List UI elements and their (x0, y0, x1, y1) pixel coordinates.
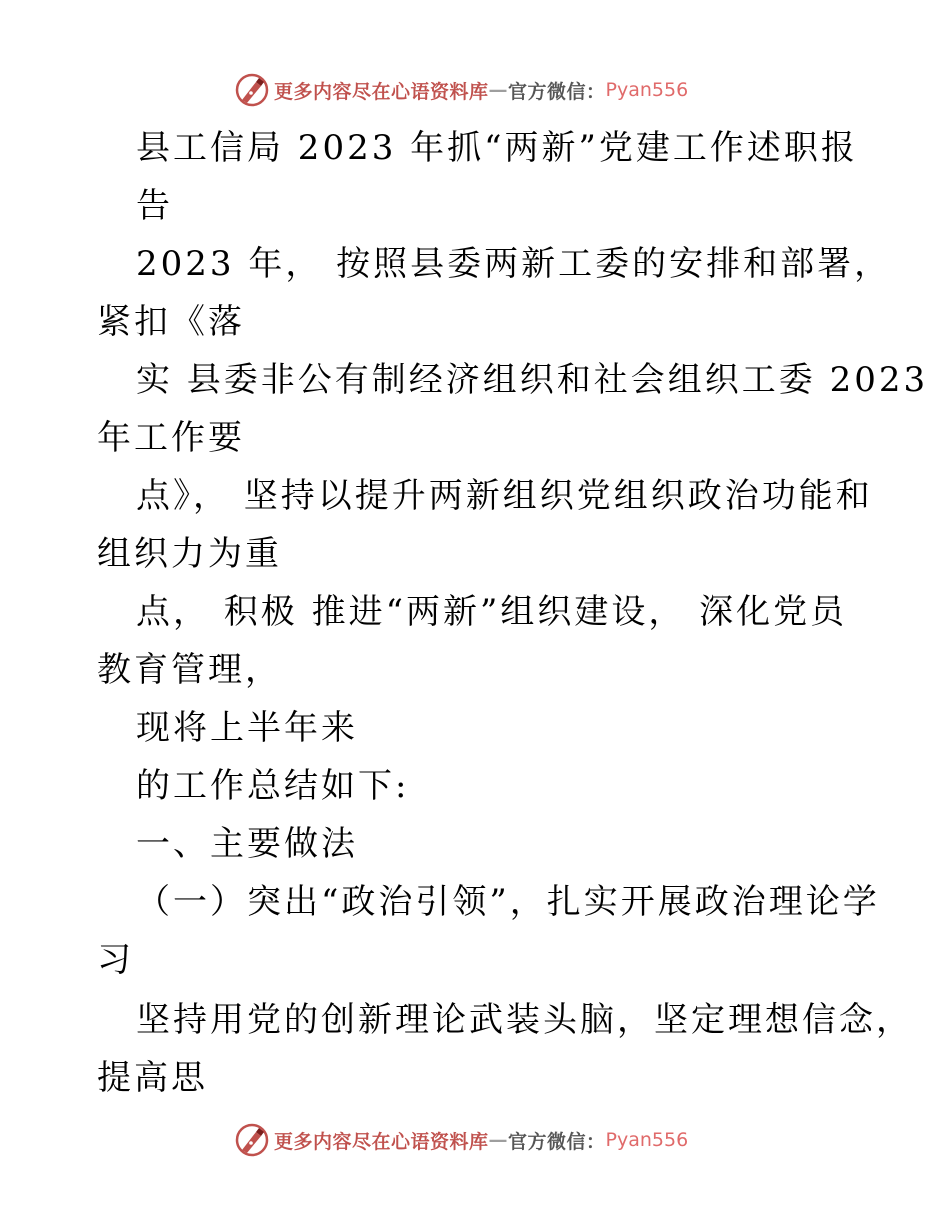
subsection-heading: （一）突出“政治引领”，扎实开展政治理论学 (136, 882, 880, 922)
watermark-text: 更多内容尽在心语资料库 (274, 80, 489, 103)
watermark-dash: — (488, 1129, 509, 1151)
watermark-dash: — (488, 79, 509, 101)
doc-title-line-1: 县工信局 2023 年抓“两新”党建工作述职报 (136, 128, 858, 168)
pen-nib-logo-icon (234, 72, 270, 108)
doc-line: 点》， 坚持以提升两新组织党组织政治功能和 (136, 476, 873, 516)
watermark-text: 更多内容尽在心语资料库 (274, 1130, 489, 1153)
doc-line: 组织力为重 (97, 534, 282, 574)
doc-line: 实 县委非公有制经济组织和社会组织工委 2023 (136, 360, 929, 400)
section-heading: 一、主要做法 (136, 824, 358, 864)
watermark-id: Pyan556 (605, 79, 689, 101)
watermark-banner-top (234, 70, 688, 110)
doc-line: 2023 年， 按照县委两新工委的安排和部署， (136, 244, 892, 284)
doc-line: 点， 积极 推进“两新”组织建设， 深化党员 (136, 592, 848, 632)
doc-line: 年工作要 (97, 418, 245, 458)
doc-line: 教育管理， (97, 650, 282, 690)
doc-line: 坚持用党的创新理论武装头脑，坚定理想信念， (136, 1000, 913, 1040)
doc-line: 现将上半年来 (136, 708, 358, 748)
watermark-id: Pyan556 (605, 1129, 689, 1151)
doc-title-line-2: 告 (136, 186, 173, 226)
pen-nib-logo-icon (234, 1122, 270, 1158)
watermark-label: 官方微信： (508, 80, 606, 103)
doc-line: 提高思 (97, 1058, 208, 1098)
watermark-banner-bottom (234, 1120, 688, 1160)
doc-line: 的工作总结如下: (136, 766, 410, 806)
doc-line: 习 (97, 940, 134, 980)
watermark-label: 官方微信： (508, 1130, 606, 1153)
doc-line: 紧扣《落 (97, 302, 245, 342)
